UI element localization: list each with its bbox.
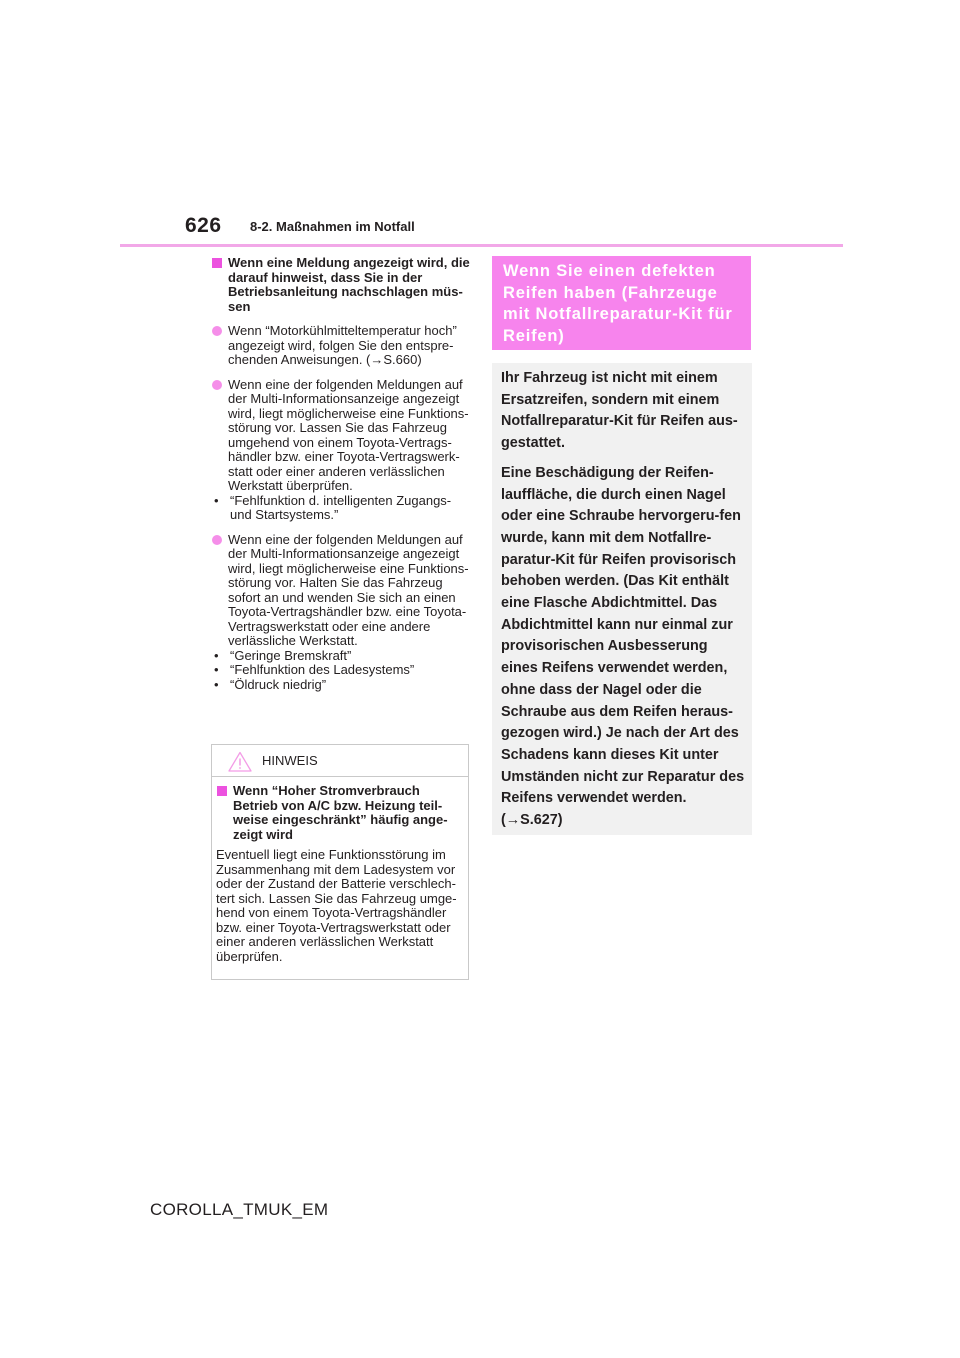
meldung-heading-block [211, 256, 470, 314]
topic-title-box [492, 256, 751, 350]
list-item: • “Geringe Bremskraft” [214, 647, 352, 663]
warning-triangle-icon [228, 751, 252, 772]
section-title: 8-2. Maßnahmen im Notfall [250, 219, 415, 234]
circle-marker-icon [212, 326, 222, 336]
meldung-heading: Wenn eine Meldung angezeigt wird, die darauf hinweist, dass Sie in der Betriebsanleitung nachschlagen müs-sen [228, 255, 470, 314]
header-rule [120, 244, 843, 247]
list-item: • “Fehlfunktion des Ladesystems” [214, 662, 415, 677]
topic-intro-box [492, 363, 752, 835]
topic-intro-text [501, 368, 746, 840]
bullet-dot: • [214, 676, 219, 692]
note-heading: Wenn “Hoher Stromverbrauch Betrieb von A/C bzw. Heizung teil-weise eingeschränkt” häufig ange-zeigt wird [233, 783, 448, 842]
circle-marker-icon [212, 535, 222, 545]
circle-marker-icon [212, 380, 222, 390]
paragraph-stop-now-text: Wenn eine der folgenden Meldungen auf der Multi-Informationsanzeige angezeigt wird, liegt möglicherweise eine Funktions-störung vor. Halten Sie das Fahrzeug sofort an und wenden Sie sich an einen Toyota-Vertragshändler bzw. eine Toyota-Vertragswerkstatt oder eine andere verlässliche Werkstatt. [228, 531, 469, 648]
list-item: • “Fehlfunktion d. intelligenten Zugangs- und Startsystems.” [214, 492, 452, 522]
bullet-dot: • [214, 492, 219, 508]
intro-paragraph-1: Ihr Fahrzeug ist nicht mit einem Ersatzreifen, sondern mit einem Notfallreparatur-Kit für Reifen aus-gestattet. [501, 370, 738, 452]
intro-paragraph-2: Eine Beschädigung der Reifen-lauffläche, die durch einen Nagel oder eine Schraube hervorgeru-fen wurde, kann mit dem Notfallre-paratur-Kit für Reifen provisorisch behoben werden. (Das Kit enthält eine Flasche Abdichtmittel. Das Abdichtmittel kann nur einmal zur provisorischen Ausbesserung eines Reifens verwendet werden, ohne dass der Nagel oder die Schraube aus dem Reifen heraus-gezogen wird.) Je nach der Art des Schadens kann dieses Kit unter Umständen nicht zur Reparatur des Reifens verwendet werden. (→S.627) [501, 464, 745, 829]
paragraph-coolant [211, 324, 470, 368]
bullet-dot: • [214, 662, 219, 677]
topic-title: Wenn Sie einen defekten Reifen haben (Fahrzeuge mit Notfallreparatur-Kit für Reifen) [503, 262, 733, 345]
note-heading-block [216, 784, 464, 842]
square-marker-icon [217, 786, 227, 796]
note-body [212, 777, 468, 964]
note-text: Eventuell liegt eine Funktionsstörung im Zusammenhang mit dem Ladesystem vor oder der Zustand der Batterie verschlech-tert sich. Lassen Sie das Fahrzeug umge-hend von einem Toyota-Vertragshändler bzw. einer Toyota-Vertragswerkstatt oder einer anderen verlässlichen Werkstatt überprüfen. [216, 847, 457, 964]
page-number: 626 [185, 214, 222, 237]
message-list-2 [211, 649, 470, 693]
footer-model-code: COROLLA_TMUK_EM [150, 1200, 329, 1219]
paragraph-check-soon [211, 378, 470, 523]
note-box [211, 744, 469, 980]
message-list-1 [211, 494, 470, 523]
note-header [212, 745, 468, 777]
bullet-dot: • [214, 647, 219, 663]
list-item: • “Öldruck niedrig” [214, 676, 327, 692]
square-marker-icon [212, 258, 222, 268]
left-column [211, 256, 470, 702]
paragraph-stop-now [211, 533, 470, 693]
paragraph-check-soon-text: Wenn eine der folgenden Meldungen auf der Multi-Informationsanzeige angezeigt wird, liegt möglicherweise eine Funktions-störung vor. Lassen Sie das Fahrzeug umgehend von einem Toyota-Vertrags-händler bzw. einer Toyota-Vertragswerk-statt oder einer anderen verlässlichen Werkstatt überprüfen. [228, 376, 469, 493]
paragraph-coolant-text: Wenn “Motorkühlmitteltemperatur hoch” angezeigt wird, folgen Sie den entspre-chenden Anweisungen. (→S.660) [228, 323, 457, 367]
note-label: HINWEIS [262, 753, 318, 768]
